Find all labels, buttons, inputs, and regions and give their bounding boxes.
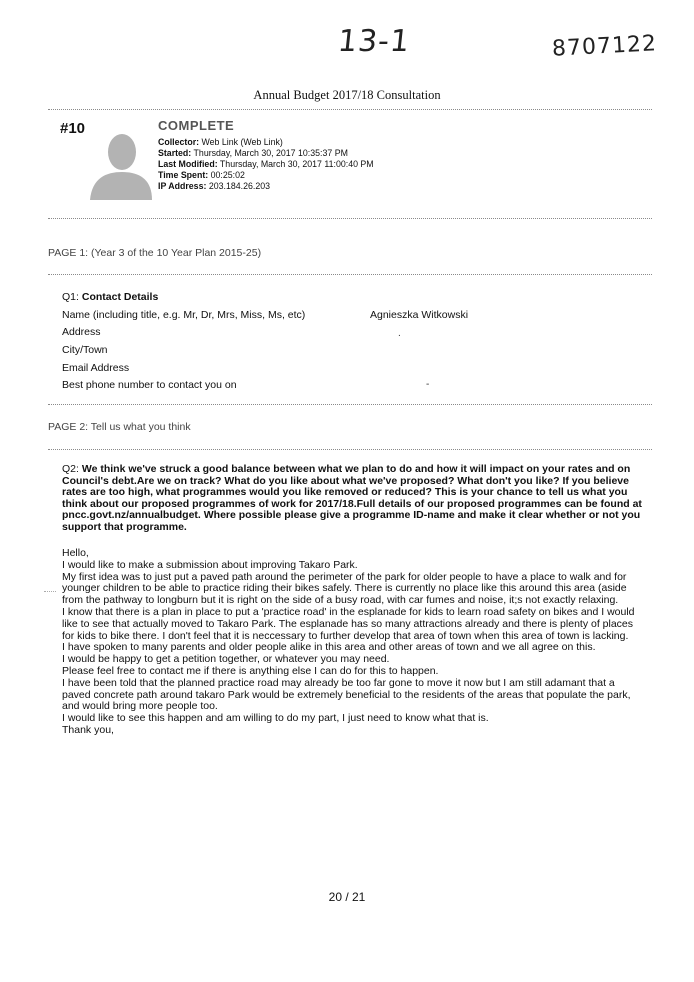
field-phone-label: Best phone number to contact you on (62, 379, 237, 391)
page-number: 20 / 21 (328, 890, 366, 904)
field-phone-value: - (426, 379, 430, 390)
response-paragraph: I would be happy to get a petition together, or whatever you may need. (62, 653, 390, 666)
ip-address-label: IP Address: (158, 181, 207, 191)
response-status: COMPLETE (158, 118, 235, 133)
response-paragraph: I would like to see this happen and am willing to do my part, I just need to know what that is. (62, 712, 489, 725)
collector-label: Collector: (158, 137, 200, 147)
q1-title (62, 291, 158, 303)
avatar-placeholder-icon (88, 130, 154, 200)
q2-text: We think we've struck a good balance between what we plan to do and how it will impact on your rates and on Council's debt.Are we on track? What do you like about what we've proposed? What don't you like? If you believe rates are too high, what programmes would you like removed or reduced? This is your chance to tell us what you think about our proposed programmes of work for 2017/18.Full details of our proposed programmes can be found at pncc.govt.nz/annualbudget. Where possible please give a programme ID-name and make it clear whether or not you support that programme. (62, 463, 642, 533)
response-paragraph: Thank you, (62, 723, 114, 736)
q2-prefix: Q2: (62, 463, 79, 475)
page1-heading: PAGE 1: (Year 3 of the 10 Year Plan 2015-25) (48, 247, 262, 259)
modified-line (158, 159, 374, 170)
field-name-label: Name (including title, e.g. Mr, Dr, Mrs, Miss, Ms, etc) (62, 309, 306, 321)
field-name-value: Agnieszka Witkowski (370, 309, 469, 321)
response-paragraph: I know that there is a plan in place to put a 'practice road' in the esplanade for kids to learn road safety on bikes and I would like to see that actually moved to Takaro Park. The esplanade has so many attractions already and there is plenty of places for kids to bike there. I don't feel that it is neccessary to further develop that area of town when this area of town is lacking. (62, 605, 635, 642)
ip-address-line (158, 181, 270, 192)
field-email-label: Email Address (62, 362, 130, 374)
divider-page1-bottom (48, 404, 652, 405)
started-value: Thursday, March 30, 2017 10:35:37 PM (193, 148, 348, 158)
collector-value: Web Link (Web Link) (201, 137, 283, 147)
divider-top (48, 109, 652, 110)
divider-page2 (48, 449, 652, 450)
field-address-label: Address (62, 326, 101, 338)
response-paragraph: Hello, (62, 547, 89, 559)
time-spent-label: Time Spent: (158, 170, 209, 180)
response-paragraph: I would like to make a submission about improving Takaro Park. (62, 558, 358, 571)
handwritten-note-right: 8707122 (551, 31, 658, 62)
survey-title: Annual Budget 2017/18 Consultation (253, 88, 441, 102)
started-label: Started: (158, 148, 192, 158)
field-city-label: City/Town (62, 344, 108, 356)
respondent-number: #10 (60, 120, 86, 137)
q1-heading: Contact Details (81, 291, 159, 303)
q2-response (62, 548, 644, 737)
field-address-value: . (398, 328, 401, 339)
page2-heading: PAGE 2: Tell us what you think (48, 421, 191, 433)
response-paragraph: My first idea was to just put a paved path around the perimeter of the park for older people to have a place to walk and for younger children to be able to practice riding their bikes safely. There is currently no place like this around this area (aside from the pathway to longburn but it is right on the side of a busy road, with car fumes and noise, it;s not exactly relaxing. (62, 570, 627, 607)
collector-line (158, 137, 283, 148)
started-line (158, 148, 348, 159)
q2-question (62, 464, 647, 533)
margin-mark (44, 591, 56, 592)
time-spent-value: 00:25:02 (210, 170, 245, 180)
handwritten-note-left: 13-1 (336, 24, 412, 59)
response-paragraph: I have been told that the planned practice road may already be too far gone to move it now but I am still adamant that a paved concrete path around takaro Park would be extremely beneficial to the residents of the areas that populate the park, and would bring more people too. (62, 676, 631, 713)
ip-address-value: 203.184.26.203 (208, 181, 271, 191)
response-paragraph: Please feel free to contact me if there is anything else I can do for this to happen. (62, 664, 439, 677)
response-paragraph: I have spoken to many parents and older people alike in this area and other areas of town and we all agree on this. (62, 641, 596, 654)
modified-value: Thursday, March 30, 2017 11:00:40 PM (219, 159, 374, 169)
time-spent-line (158, 170, 245, 181)
divider-header-bottom (48, 218, 652, 219)
divider-page1 (48, 274, 652, 275)
modified-label: Last Modified: (158, 159, 218, 169)
q1-prefix: Q1: (62, 291, 79, 303)
